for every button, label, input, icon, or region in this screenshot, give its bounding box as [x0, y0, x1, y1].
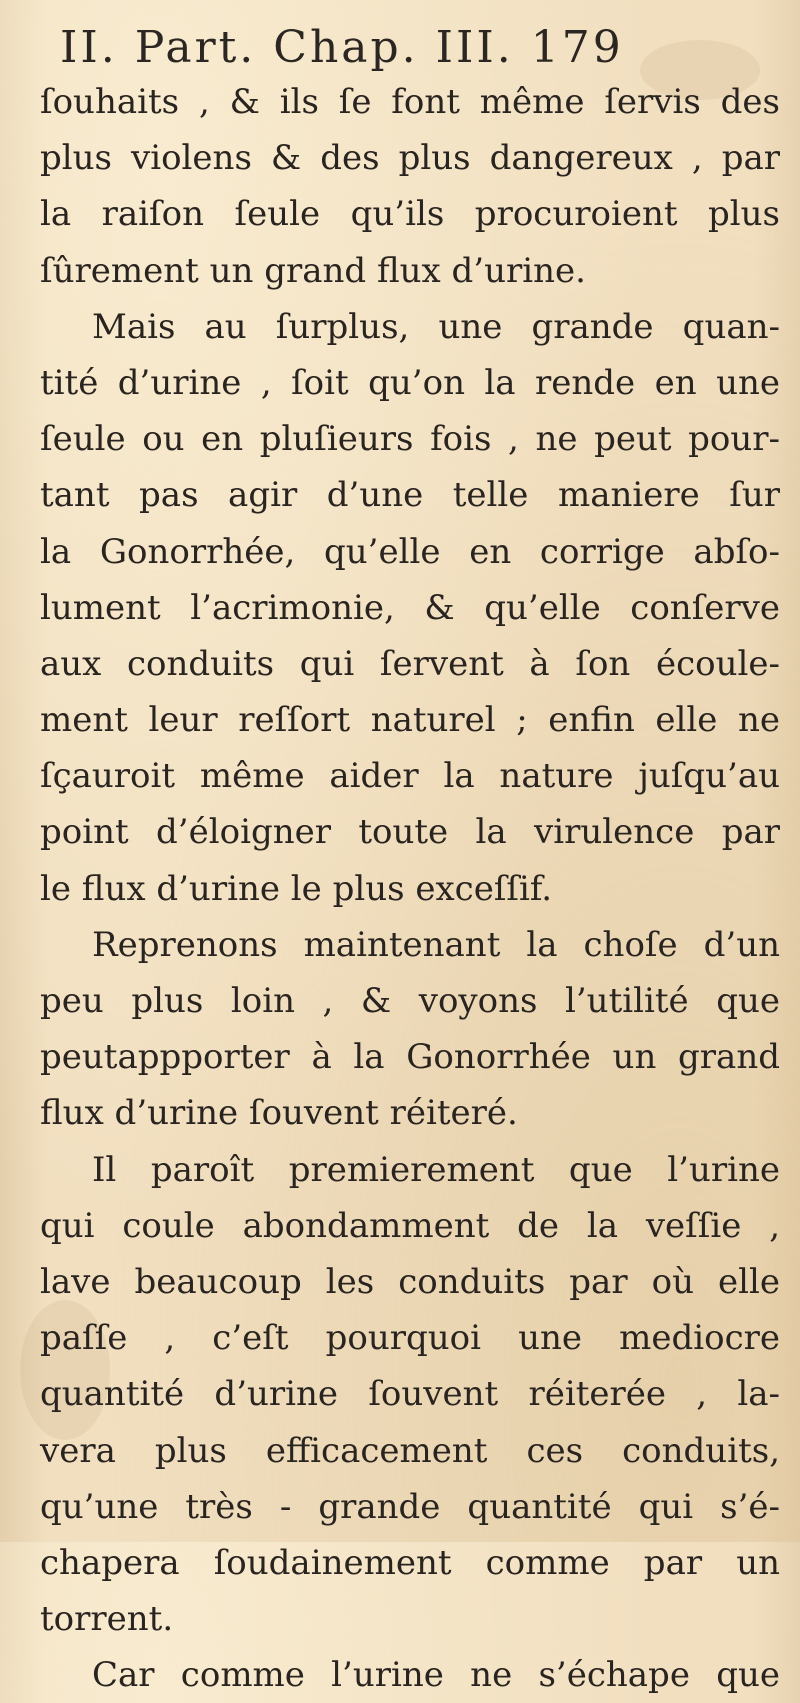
text-line: paſſe , c’eſt pourquoi une mediocre [40, 1318, 780, 1359]
text-line: torrent. [40, 1599, 174, 1640]
text-line: ſeule ou en pluſieurs fois , ne peut pour- [40, 419, 780, 460]
text-line: lave beaucoup les conduits par où elle [40, 1261, 780, 1302]
text-line: quantité d’urine ſouvent réiterée , la- [40, 1374, 780, 1415]
text-line: ſûrement un grand flux d’urine. [40, 250, 586, 291]
text-line: la raiſon ſeule qu’ils procuroient plus [40, 194, 780, 235]
text-line: Il paroît premierement que l’urine [92, 1149, 780, 1190]
text-line: ſouhaits , & ils ſe font même ſervis des [40, 82, 780, 122]
text-line: Mais au ſurplus, une grande quan- [92, 306, 780, 347]
text-line: vera plus efficacement ces conduits, [40, 1430, 780, 1471]
text-line: le flux d’urine le plus exceſſif. [40, 868, 553, 909]
text-line: peu plus loin , & voyons l’utilité que [40, 981, 780, 1021]
text-line: ſçauroit même aider la nature juſqu’au [40, 756, 780, 797]
text-line: Car comme l’urine ne s’échape que [92, 1655, 780, 1696]
text-line: qui coule abondamment de la veſſie , [40, 1205, 780, 1246]
running-head: II. Part. Chap. III. 179 [60, 22, 624, 73]
text-line: flux d’urine ſouvent réiteré. [40, 1093, 518, 1134]
text-line: lument l’acrimonie, & qu’elle conſerve [40, 587, 780, 628]
text-line: qu’une très - grande quantité qui s’é- [40, 1486, 780, 1527]
text-line: Reprenons maintenant la choſe d’un [92, 924, 780, 965]
text-line: peutappporter à la Gonorrhée un grand [40, 1037, 780, 1078]
text-line: ment leur reſſort naturel ; enfin elle ne [40, 700, 780, 741]
body-text [40, 74, 780, 1703]
text-line: plus violens & des plus dangereux , par [40, 138, 780, 179]
text-line: aux conduits qui ſervent à ſon écoule- [40, 643, 780, 684]
text-line: tant pas agir d’une telle maniere ſur [40, 475, 780, 516]
text-line: chapera ſoudainement comme par un [40, 1542, 780, 1583]
text-line: la Gonorrhée, qu’elle en corrige abſo- [40, 531, 780, 572]
text-line: tité d’urine , ſoit qu’on la rende en une [40, 362, 780, 403]
text-line: point d’éloigner toute la virulence par [40, 812, 780, 853]
